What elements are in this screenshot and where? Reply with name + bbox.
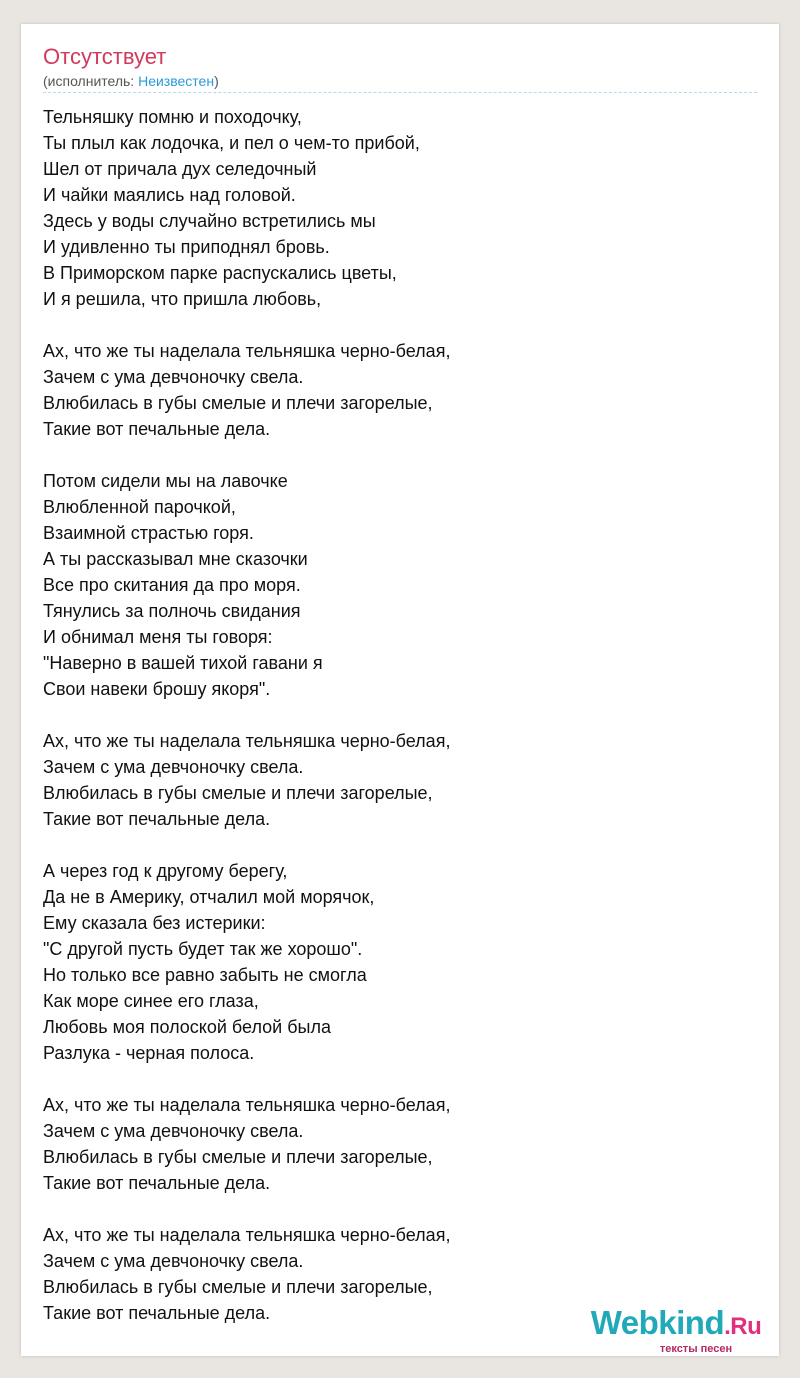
artist-suffix: ) — [214, 73, 219, 89]
artist-line — [43, 72, 219, 90]
site-logo[interactable] — [581, 1306, 771, 1355]
artist-prefix: (исполнитель: — [43, 73, 139, 89]
lyrics-text: Тельняшку помню и походочку, Ты плыл как лодочка, и пел о чем-то прибой, Шел от причала дух селедочный И чайки маялись над головой. Здесь у воды случайно встретились мы И удивленно ты приподнял бровь. В Приморском парке распускались цветы, И я решила, что пришла любовь, Ах, что же ты наделала тельняшка черно-белая, Зачем с ума девчоночку свела. Влюбилась в губы смелые и плечи загорелые, Такие вот печальные дела. Потом сидели мы на лавочке Влюбленной парочкой, Взаимной страстью горя. А ты рассказывал мне сказочки Все про скитания да про моря. Тянулись за полночь свидания И обнимал меня ты говоря: "Наверно в вашей тихой гавани я Свои навеки брошу якоря". Ах, что же ты наделала тельняшка черно-белая, Зачем с ума девчоночку свела. Влюбилась в губы смелые и плечи загорелые, Такие вот печальные дела. А через год к другому берегу, Да не в Америку, отчалил мой морячок, Ему сказала без истерики: "С другой пусть будет так же хорошо". Но только все равно забыть не смогла Как море синее его глаза, Любовь моя полоской белой была Разлука - черная полоса. Ах, что же ты наделала тельняшка черно-белая, Зачем с ума девчоночку свела. Влюбилась в губы смелые и плечи загорелые, Такие вот печальные дела. Ах, что же ты наделала тельняшка черно-белая, Зачем с ума девчоночку свела. Влюбилась в губы смелые и плечи загорелые, Такие вот печальные дела. — [43, 107, 451, 1323]
song-title: Отсутствует — [43, 44, 167, 69]
logo-tld: .Ru — [724, 1313, 762, 1340]
lyrics-card — [21, 24, 779, 1356]
logo-wordmark — [581, 1306, 771, 1344]
logo-subtitle: тексты песен — [659, 1343, 733, 1355]
artist-link[interactable]: Неизвестен — [138, 73, 215, 89]
divider — [43, 92, 757, 93]
logo-main-text: Webkind — [590, 1304, 725, 1341]
